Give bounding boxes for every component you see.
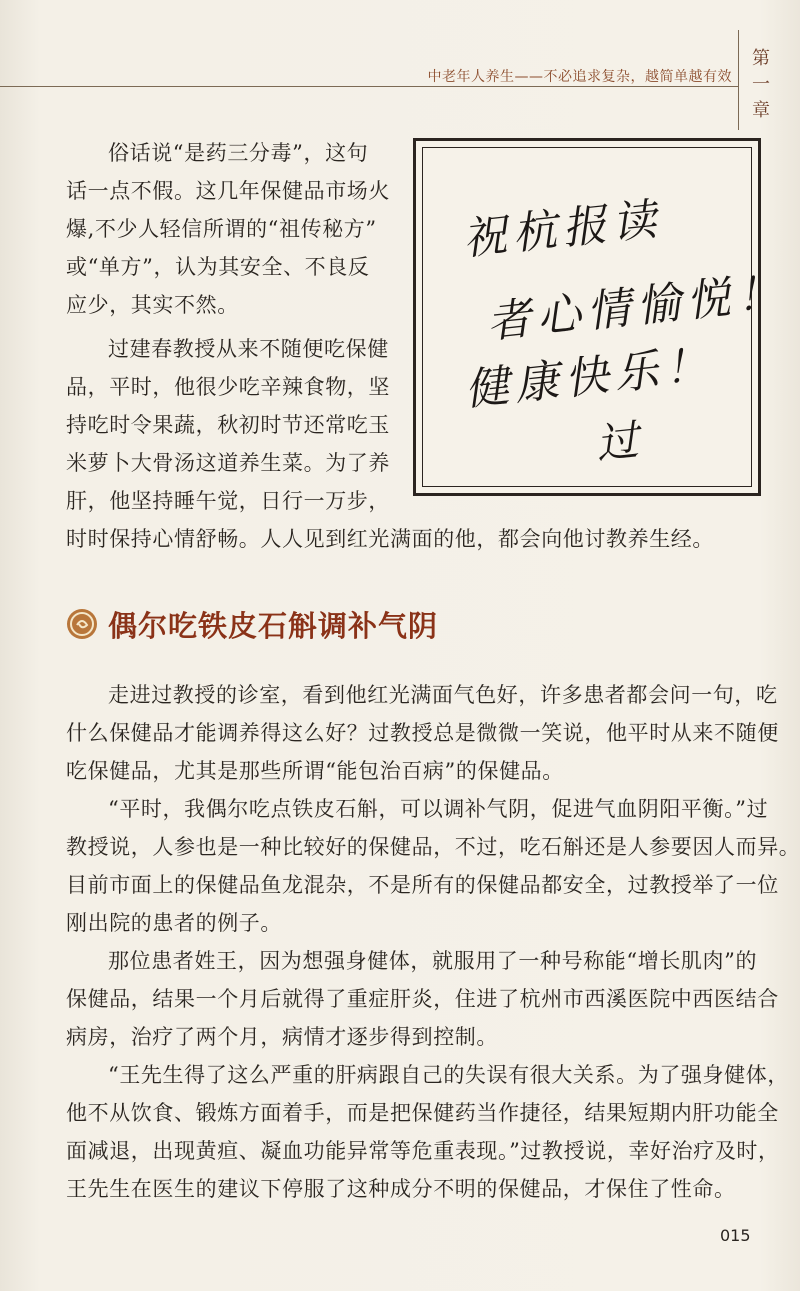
text-line: 爆,不少人轻信所谓的“祖传秘方” bbox=[66, 217, 377, 241]
body-paragraph-1 bbox=[66, 676, 779, 790]
text-line: 或“单方”，认为其安全、不良反 bbox=[66, 255, 370, 279]
text-line: 走进过教授的诊室，看到他红光满面气色好，许多患者都会问一句，吃 bbox=[108, 683, 778, 707]
text-line: 俗话说“是药三分毒”，这句 bbox=[108, 141, 369, 165]
intro-paragraph-1 bbox=[66, 134, 390, 324]
swirl-badge-icon bbox=[66, 608, 98, 640]
body-paragraph-2 bbox=[66, 790, 800, 942]
text-line: 那位患者姓王，因为想强身健体，就服用了一种号称能“增长肌肉”的 bbox=[108, 949, 758, 973]
handwritten-line: 健康快乐！ bbox=[462, 339, 717, 416]
handwritten-note-box bbox=[413, 138, 789, 496]
signature: 过 bbox=[593, 414, 647, 469]
chapter-char: 一 bbox=[752, 74, 770, 95]
chapter-tab bbox=[744, 46, 778, 124]
text-line: 王先生在医生的建议下停服了这种成分不明的保健品，才保住了性命。 bbox=[66, 1177, 736, 1201]
text-line: 面减退，出现黄疸、凝血功能异常等危重表现。”过教授说，幸好治疗及时， bbox=[66, 1139, 780, 1163]
chapter-char: 章 bbox=[752, 100, 770, 121]
text-line: 他不从饮食、锻炼方面着手，而是把保健药当作捷径，结果短期内肝功能全 bbox=[66, 1101, 779, 1125]
text-line: 应少，其实不然。 bbox=[66, 293, 239, 317]
page-number: 015 bbox=[720, 1226, 751, 1245]
body-paragraph-4 bbox=[66, 1056, 789, 1208]
text-line: 目前市面上的保健品鱼龙混杂，不是所有的保健品都安全，过教授举了一位 bbox=[66, 873, 779, 897]
text-line: 病房，治疗了两个月，病情才逐步得到控制。 bbox=[66, 1025, 498, 1049]
body-paragraph-3 bbox=[66, 942, 779, 1056]
header-rule bbox=[0, 86, 738, 87]
text-line: 过建春教授从来不随便吃保健 bbox=[108, 337, 389, 361]
text-line: 刚出院的患者的例子。 bbox=[66, 911, 282, 935]
section-title: 偶尔吃铁皮石斛调补气阴 bbox=[108, 609, 439, 643]
text-line: 肝，他坚持睡午觉，日行一万步， bbox=[66, 489, 390, 513]
text-line: 吃保健品，尤其是那些所谓“能包治百病”的保健品。 bbox=[66, 759, 564, 783]
text-line: 保健品，结果一个月后就得了重症肝炎，住进了杭州市西溪医院中西医结合 bbox=[66, 987, 779, 1011]
text-line: 持吃时令果蔬，秋初时节还常吃玉 bbox=[66, 413, 390, 437]
text-line: “平时，我偶尔吃点铁皮石斛，可以调补气阴，促进气血阴阳平衡。”过 bbox=[108, 797, 769, 821]
text-line: 话一点不假。这几年保健品市场火 bbox=[66, 179, 390, 203]
handwritten-line: 祝杭报读 bbox=[460, 193, 665, 266]
text-line: 教授说，人参也是一种比较好的保健品，不过，吃石斛还是人参要因人而异。 bbox=[66, 835, 800, 859]
text-line: 什么保健品才能调养得这么好？过教授总是微微一笑说，他平时从来不随便 bbox=[66, 721, 779, 745]
running-head: 中老年人养生——不必追求复杂，越简单越有效 bbox=[427, 69, 732, 85]
handwritten-line: 者心情愉悦！ bbox=[484, 266, 789, 349]
text-line: 米萝卜大骨汤这道养生菜。为了养 bbox=[66, 451, 390, 475]
chapter-char: 第 bbox=[752, 48, 770, 69]
chapter-divider bbox=[738, 30, 739, 130]
text-line: “王先生得了这么严重的肝病跟自己的失误有很大关系。为了强身健体， bbox=[108, 1063, 789, 1087]
text-line: 品，平时，他很少吃辛辣食物，坚 bbox=[66, 375, 390, 399]
text-line: 时时保持心情舒畅。人人见到红光满面的他，都会向他讨教养生经。 bbox=[66, 527, 714, 551]
